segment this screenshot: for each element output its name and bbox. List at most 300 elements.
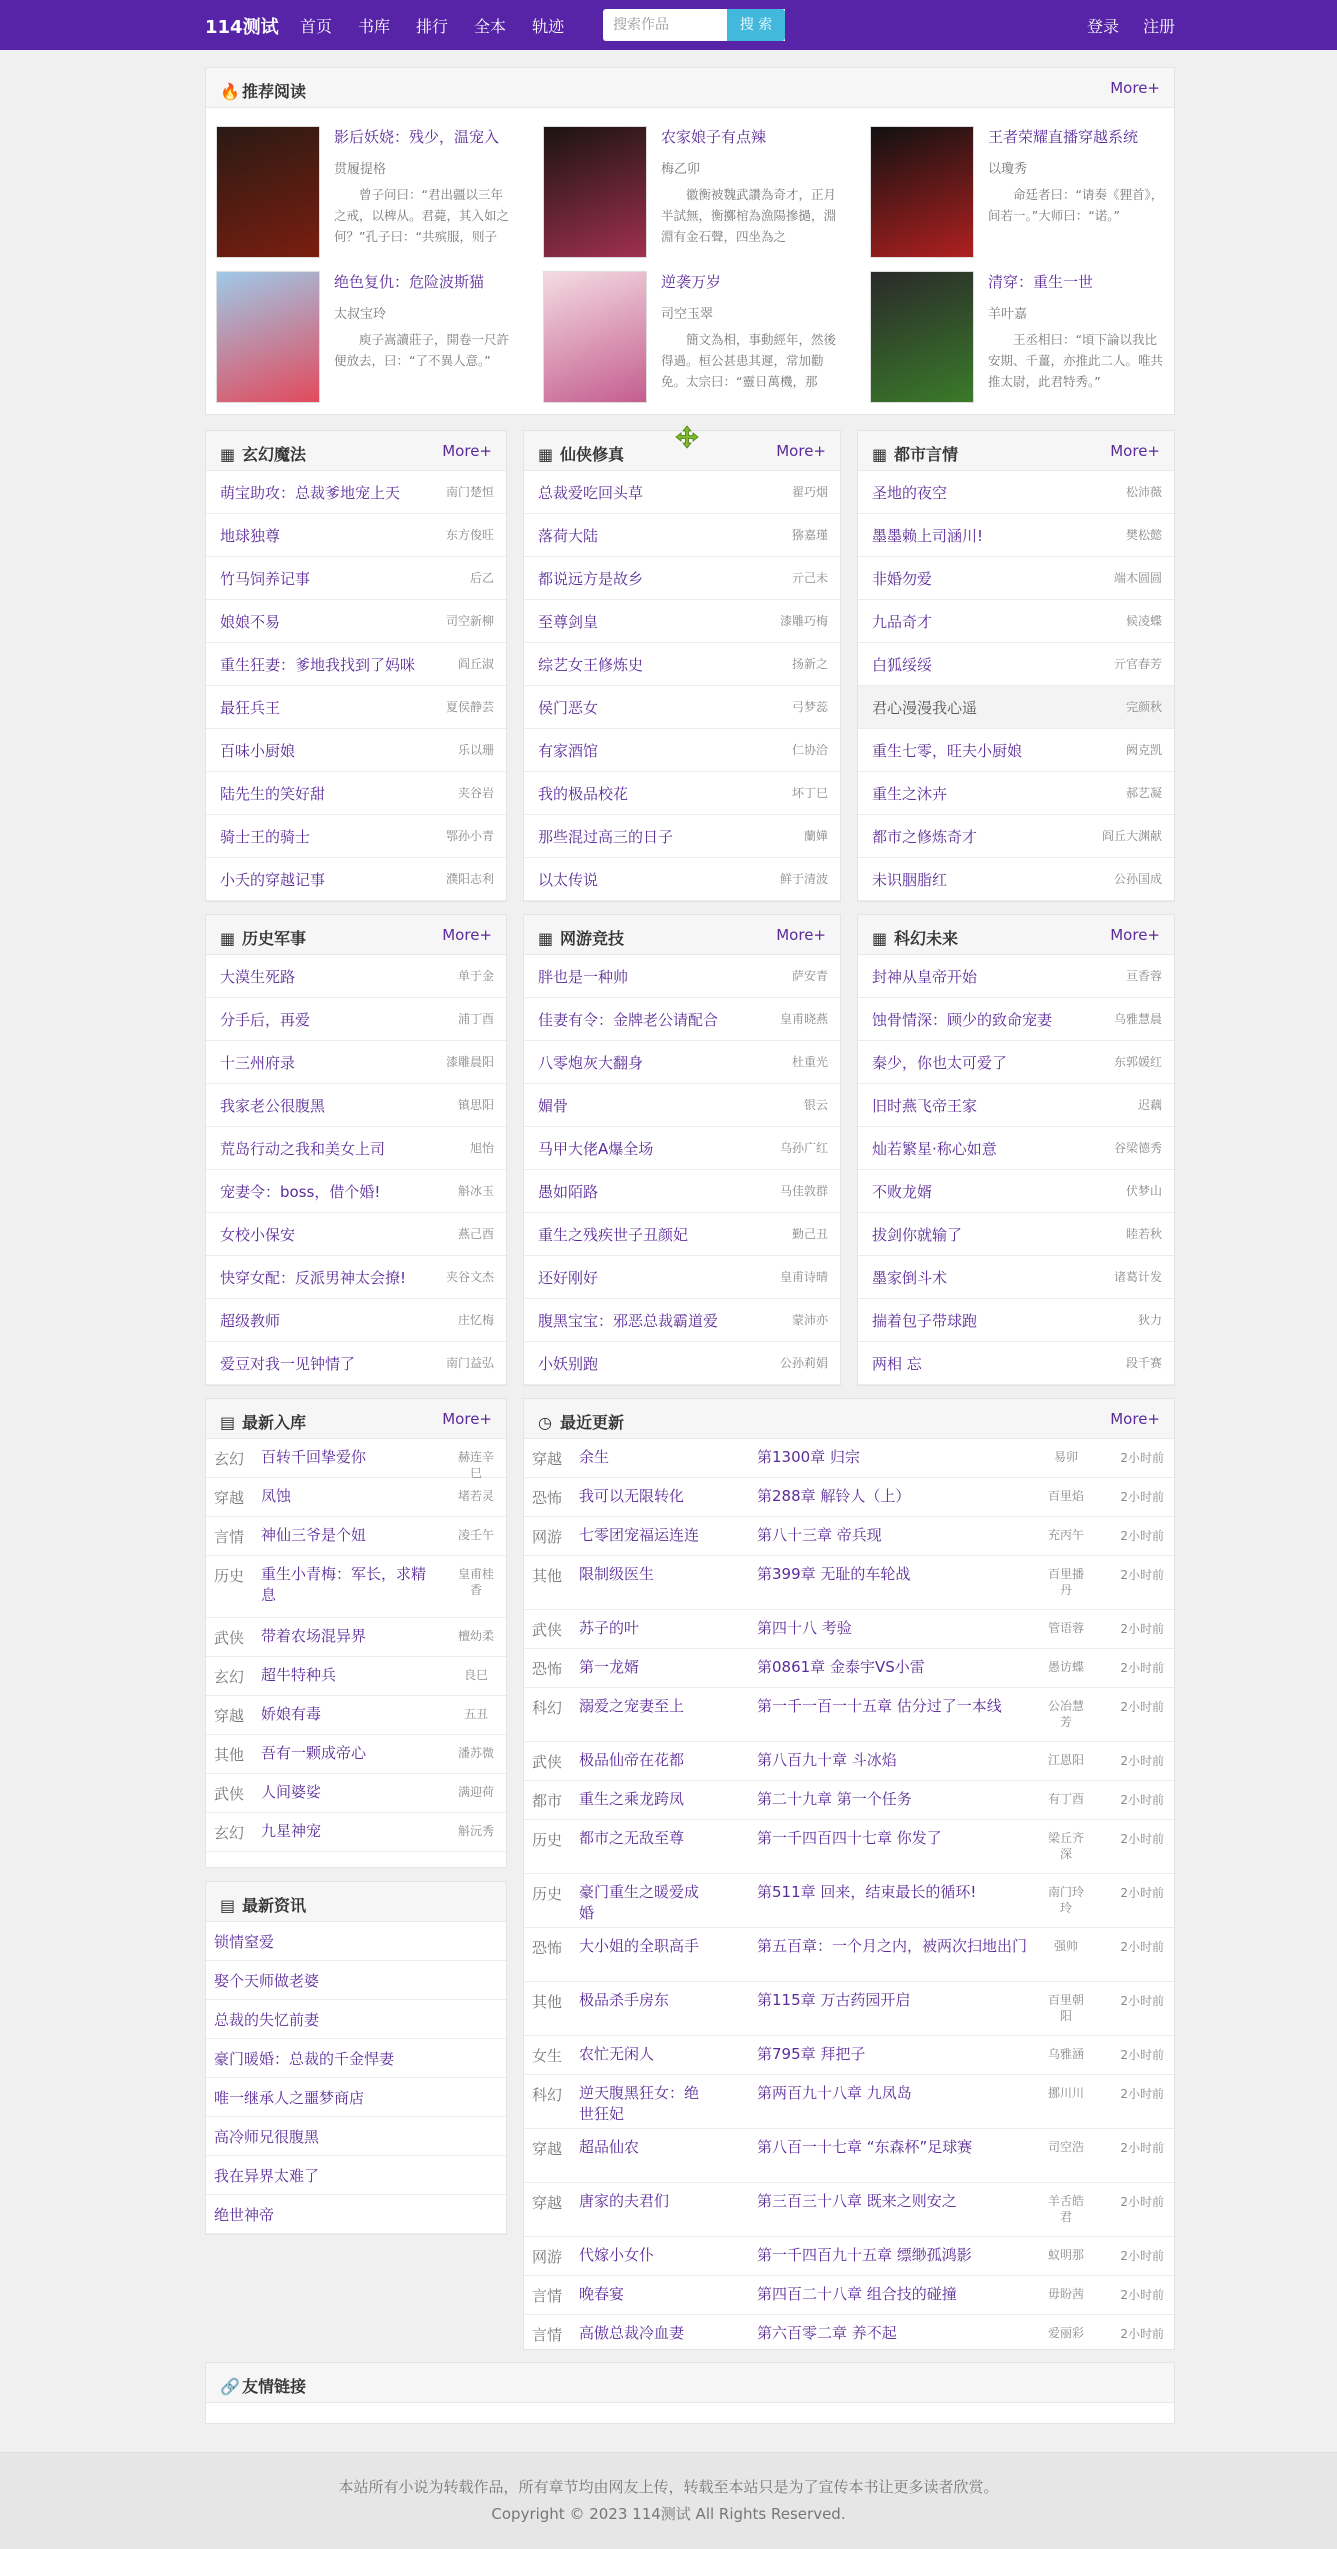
book-link[interactable]: 大小姐的全职高手 <box>579 1937 700 1955</box>
book-link[interactable]: 晚春宴 <box>579 2285 625 2303</box>
table-row <box>206 1774 506 1813</box>
book-desc: 王丞相曰：“頃下論以我比安期、千薑，亦推此二人。唯共推太尉，此君特秀。” <box>988 332 1164 389</box>
book-author: 司空玉翠 <box>661 307 714 322</box>
book-link[interactable]: 拔剑你就输了 <box>872 1226 963 1244</box>
nav-complete[interactable]: 全本 <box>474 17 507 36</box>
book-author: 弓梦蕊 <box>791 700 828 714</box>
book-author: 南门玲玲 <box>1047 1885 1084 1915</box>
chapter-link[interactable]: 第1300章 归宗 <box>757 1448 860 1466</box>
book-link[interactable]: 灿若繁星·称心如意 <box>872 1140 997 1158</box>
table-row <box>206 1735 506 1774</box>
table-row <box>206 1478 506 1517</box>
category-more-link[interactable]: More+ <box>1110 442 1160 460</box>
book-category: 穿越 <box>532 2194 563 2212</box>
book-link[interactable]: 豪门重生之暖爱成婚 <box>579 1883 700 1922</box>
book-desc: 徽衡被魏武讚為奇才，正月半試無，衡擲棺為漁陽摻撾，淵淵有金石聲，四坐為之 <box>661 187 837 244</box>
category-panel <box>523 914 841 1386</box>
book-link[interactable]: 萌宝助攻：总裁爹地宠上天 <box>220 484 401 502</box>
book-author: 百里播丹 <box>1047 1567 1084 1597</box>
book-link[interactable]: 落荷大陆 <box>538 527 599 545</box>
book-category: 其他 <box>214 1746 245 1764</box>
chapter-link[interactable]: 第288章 解铃人（上） <box>757 1487 911 1505</box>
book-link[interactable]: 分手后，再爱 <box>220 1011 311 1029</box>
book-link[interactable]: 重生之乘龙跨凤 <box>579 1790 685 1808</box>
book-link[interactable]: 都市之修炼奇才 <box>872 828 978 846</box>
book-link[interactable]: 两相 忘 <box>872 1355 922 1373</box>
list-item <box>524 858 840 901</box>
news-link[interactable]: 我在异界太难了 <box>214 2167 320 2185</box>
book-author: 乌雅涵 <box>1047 2047 1084 2061</box>
table-row <box>524 1820 1174 1874</box>
book-link[interactable]: 我可以无限转化 <box>579 1487 685 1505</box>
table-row <box>524 1649 1174 1688</box>
book-author: 百里焰 <box>1047 1489 1084 1503</box>
list-item <box>858 1213 1174 1256</box>
recommend-title: 推荐阅读 <box>242 82 307 101</box>
updates-more-link[interactable]: More+ <box>1110 1410 1160 1428</box>
news-item[interactable] <box>206 2039 506 2078</box>
book-author: 南门益弘 <box>445 1356 494 1370</box>
update-time: 2小时前 <box>1120 1490 1164 1504</box>
book-link[interactable]: 不败龙婿 <box>872 1183 933 1201</box>
book-link[interactable]: 极品仙帝在花都 <box>579 1751 685 1769</box>
list-item <box>858 1127 1174 1170</box>
book-author: 乌雅慧晨 <box>1113 1012 1162 1026</box>
book-link[interactable]: 君心漫漫我心遥 <box>872 699 978 717</box>
book-link[interactable]: 第一龙婿 <box>579 1658 640 1676</box>
table-row <box>524 1517 1174 1556</box>
grid-icon: ▦ <box>538 445 554 464</box>
book-link[interactable]: 侯门恶女 <box>538 699 599 717</box>
news-header <box>206 1882 506 1922</box>
book-author: 阎丘淑 <box>457 657 494 671</box>
book-link[interactable]: 吾有一颗成帝心 <box>261 1744 367 1762</box>
book-link[interactable]: 余生 <box>579 1448 610 1466</box>
book-link[interactable]: 超品仙农 <box>579 2138 640 2156</box>
book-link[interactable]: 总裁爱吃回头草 <box>538 484 644 502</box>
book-link[interactable]: 陆先生的笑好甜 <box>220 785 326 803</box>
book-link[interactable]: 逆天腹黑狂女：绝世狂妃 <box>579 2084 700 2123</box>
book-author: 翟巧烟 <box>791 485 828 499</box>
book-title[interactable]: 逆袭万岁 <box>661 273 722 291</box>
book-author: 狄力 <box>1137 1313 1162 1327</box>
book-link[interactable]: 快穿女配：反派男神太会撩! <box>220 1269 407 1287</box>
update-time: 2小时前 <box>1120 2249 1164 2263</box>
book-author: 浦丁酉 <box>457 1012 494 1026</box>
list-item <box>524 557 840 600</box>
news-item[interactable] <box>206 1922 506 1961</box>
book-link[interactable]: 娇娘有毒 <box>261 1705 322 1723</box>
newbooks-more-link[interactable]: More+ <box>442 1410 492 1428</box>
update-time: 2小时前 <box>1120 1451 1164 1465</box>
book-category: 恐怖 <box>532 1489 563 1507</box>
table-row <box>524 1982 1174 2036</box>
category-more-link[interactable]: More+ <box>776 442 826 460</box>
book-link[interactable]: 马甲大佬A爆全场 <box>538 1140 654 1158</box>
book-author: 扬新之 <box>791 657 828 671</box>
nav-home[interactable]: 首页 <box>300 17 333 36</box>
book-link[interactable]: 人间婆娑 <box>261 1783 322 1801</box>
table-row <box>524 2276 1174 2315</box>
book-link[interactable]: 超牛特种兵 <box>261 1666 337 1684</box>
news-item[interactable] <box>206 1961 506 2000</box>
book-title[interactable]: 农家娘子有点辣 <box>661 128 767 146</box>
book-link[interactable]: 未识胭脂红 <box>872 871 948 889</box>
book-desc: 曾子问曰：“君出疆以三年之戒，以椑从。君薨，其入如之何？”孔子曰：“共殡服，则子 <box>334 187 510 244</box>
book-author: 仁协洽 <box>791 743 828 757</box>
chapter-link[interactable]: 第四十八 考验 <box>757 1619 852 1637</box>
news-link[interactable]: 高冷师兄很腹黑 <box>214 2128 320 2146</box>
list-item <box>206 1084 506 1127</box>
list-item <box>206 514 506 557</box>
book-link[interactable]: 揣着包子带球跑 <box>872 1312 978 1330</box>
book-category: 言情 <box>214 1528 245 1546</box>
table-row <box>524 2237 1174 2276</box>
category-title: 网游竞技 <box>560 929 625 948</box>
book-link[interactable]: 圣地的夜空 <box>872 484 948 502</box>
list-item <box>858 955 1174 998</box>
book-link[interactable]: 都说远方是故乡 <box>538 570 644 588</box>
book-author: 以瓊秀 <box>988 162 1028 177</box>
chapter-link[interactable]: 第511章 回来，结束最长的循环! <box>757 1883 977 1901</box>
list-item <box>858 557 1174 600</box>
book-link[interactable]: 神仙三爷是个妞 <box>261 1526 367 1544</box>
book-link[interactable]: 综艺女王修炼史 <box>538 656 644 674</box>
book-author: 旭怡 <box>469 1141 494 1155</box>
book-category: 恐怖 <box>532 1939 563 1957</box>
book-author: 易卯 <box>1053 1450 1078 1464</box>
book-link[interactable]: 重生狂妻：爹地我找到了妈咪 <box>220 656 416 674</box>
table-row <box>206 1813 506 1852</box>
book-link[interactable]: 女校小保安 <box>220 1226 296 1244</box>
book-author: 亓己未 <box>791 571 828 585</box>
list-item <box>858 772 1174 815</box>
list-item <box>206 1127 506 1170</box>
table-row <box>524 2315 1174 2350</box>
book-link[interactable]: 唐家的夫君们 <box>579 2192 670 2210</box>
clock-icon: ◷ <box>538 1413 552 1432</box>
chapter-link[interactable]: 第一千四百四十七章 你发了 <box>757 1829 942 1847</box>
update-time: 2小时前 <box>1120 1754 1164 1768</box>
recommend-book <box>860 126 1175 266</box>
news-item[interactable] <box>206 2195 506 2234</box>
category-header <box>858 915 1174 955</box>
list-item <box>524 600 840 643</box>
book-category: 玄幻 <box>214 1450 245 1468</box>
list-item <box>858 729 1174 772</box>
list-item <box>858 471 1174 514</box>
chapter-link[interactable]: 第八百一十七章 “东森杯”足球赛 <box>757 2138 973 2156</box>
chapter-link[interactable]: 第一千一百一十五章 估分过了一本线 <box>757 1697 1002 1715</box>
book-author: 鄂孙小青 <box>445 829 494 843</box>
book-link[interactable]: 九品奇才 <box>872 613 933 631</box>
book-link[interactable]: 那些混过高三的日子 <box>538 828 674 846</box>
category-more-link[interactable]: More+ <box>776 926 826 944</box>
list-item <box>858 858 1174 901</box>
category-more-link[interactable]: More+ <box>442 442 492 460</box>
nav-ranking[interactable]: 排行 <box>416 17 449 36</box>
update-time: 2小时前 <box>1120 2141 1164 2155</box>
list-item <box>206 998 506 1041</box>
book-title[interactable]: 王者荣耀直播穿越系统 <box>988 128 1139 146</box>
footer-disclaimer: 本站所有小说为转载作品，所有章节均由网友上传，转载至本站只是为了宣传本书让更多读者欣赏。 <box>338 2478 999 2496</box>
book-link[interactable]: 腹黑宝宝：邪恶总裁霸道爱 <box>538 1312 719 1330</box>
book-desc: 命廷者曰：“请奏《狸首》，间若一。”大师曰：“诺。” <box>988 187 1164 223</box>
book-cover[interactable] <box>870 271 974 403</box>
chapter-link[interactable]: 第四百二十八章 组合技的碰撞 <box>757 2285 957 2303</box>
site-logo[interactable]: 114测试 <box>205 17 279 38</box>
chapter-link[interactable]: 第0861章 金泰宇VS小雷 <box>757 1658 925 1676</box>
recommend-header <box>206 68 1174 108</box>
news-item[interactable] <box>206 2078 506 2117</box>
book-link[interactable]: 百味小厨娘 <box>220 742 296 760</box>
chapter-link[interactable]: 第一千四百九十五章 缥缈孤鸿影 <box>757 2246 972 2264</box>
book-author: 皇甫晓燕 <box>779 1012 828 1026</box>
update-time: 2小时前 <box>1120 1940 1164 1954</box>
book-icon: ▤ <box>220 1413 236 1432</box>
chapter-link[interactable]: 第三百三十八章 既来之则安之 <box>757 2192 957 2210</box>
book-author: 郝艺凝 <box>1125 786 1162 800</box>
book-link[interactable]: 重生小青梅：军长，求精息 <box>261 1565 427 1604</box>
book-author: 迟藕 <box>1137 1098 1162 1112</box>
book-title[interactable]: 影后妖娆：残少，温宠入 <box>334 128 500 146</box>
newspaper-icon: ▤ <box>220 1896 236 1915</box>
grid-icon: ▦ <box>538 929 554 948</box>
book-link[interactable]: 限制级医生 <box>579 1565 655 1583</box>
book-link[interactable]: 超级教师 <box>220 1312 281 1330</box>
book-link[interactable]: 至尊剑皇 <box>538 613 599 631</box>
book-link[interactable]: 竹马饲养记事 <box>220 570 311 588</box>
book-link[interactable]: 媚骨 <box>538 1097 569 1115</box>
book-link[interactable]: 都市之无敌至尊 <box>579 1829 685 1847</box>
book-link[interactable]: 佳妻有令：金牌老公请配合 <box>538 1011 719 1029</box>
book-link[interactable]: 有家酒馆 <box>538 742 599 760</box>
book-link[interactable]: 溺爱之宠妻至上 <box>579 1697 685 1715</box>
book-link[interactable]: 重生之残疾世子丑颜妃 <box>538 1226 689 1244</box>
recommend-book <box>533 271 853 411</box>
book-author: 漆雕晨阳 <box>445 1055 494 1069</box>
book-link[interactable]: 农忙无闲人 <box>579 2045 655 2063</box>
table-row <box>524 1874 1174 1928</box>
list-item <box>524 1127 840 1170</box>
book-author: 江恩阳 <box>1047 1753 1084 1767</box>
news-item[interactable] <box>206 2000 506 2039</box>
book-link[interactable]: 旧时燕飞帝王家 <box>872 1097 978 1115</box>
list-item <box>524 1256 840 1299</box>
book-cover[interactable] <box>216 271 320 403</box>
category-more-link[interactable]: More+ <box>1110 926 1160 944</box>
table-row <box>206 1657 506 1696</box>
book-title[interactable]: 绝色复仇：危险波斯猫 <box>334 273 485 291</box>
book-link[interactable]: 墨家倒斗术 <box>872 1269 948 1287</box>
list-item <box>858 600 1174 643</box>
list-item <box>206 600 506 643</box>
book-author: 羊叶嘉 <box>988 307 1028 322</box>
book-link[interactable]: 百转千回挚爱你 <box>261 1448 367 1466</box>
book-link[interactable]: 重生七零，旺夫小厨娘 <box>872 742 1023 760</box>
chapter-link[interactable]: 第115章 万古药园开启 <box>757 1991 911 2009</box>
updates-header <box>524 1399 1174 1439</box>
book-link[interactable]: 地球独尊 <box>220 527 281 545</box>
book-author: 檀幼柔 <box>457 1629 494 1643</box>
book-link[interactable]: 重生之沐卉 <box>872 785 948 803</box>
book-link[interactable]: 墨墨赖上司涵川! <box>872 527 984 545</box>
book-author: 强帅 <box>1053 1939 1078 1953</box>
book-link[interactable]: 爱豆对我一见钟情了 <box>220 1355 356 1373</box>
footer-copyright: Copyright © 2023 114测试 All Rights Reserved. <box>491 2505 846 2523</box>
main-nav <box>300 14 564 37</box>
book-link[interactable]: 极品杀手房东 <box>579 1991 670 2009</box>
book-link[interactable]: 愚如陌路 <box>538 1183 599 1201</box>
book-link[interactable]: 小夭的穿越记事 <box>220 871 326 889</box>
chapter-link[interactable]: 第795章 拜把子 <box>757 2045 866 2063</box>
book-author: 伏梦山 <box>1125 1184 1162 1198</box>
book-link[interactable]: 秦少，你也太可爱了 <box>872 1054 1008 1072</box>
book-author: 五丑 <box>463 1707 488 1721</box>
book-category: 武侠 <box>214 1629 245 1647</box>
newbooks-panel <box>205 1398 507 1868</box>
chapter-link[interactable]: 第五百章：一个月之内，被两次扫地出门 <box>757 1937 1028 1955</box>
update-time: 2小时前 <box>1120 1661 1164 1675</box>
book-link[interactable]: 胖也是一种帅 <box>538 968 629 986</box>
list-item <box>206 686 506 729</box>
news-link[interactable]: 娶个天师做老婆 <box>214 1972 320 1990</box>
list-item <box>206 1170 506 1213</box>
book-cover[interactable] <box>543 271 647 403</box>
nav-library[interactable]: 书库 <box>358 17 391 36</box>
book-author: 猕嘉瑾 <box>791 528 828 542</box>
list-item <box>524 815 840 858</box>
news-link[interactable]: 绝世神帝 <box>214 2206 275 2224</box>
book-title[interactable]: 清穿：重生一世 <box>988 273 1094 291</box>
book-link[interactable]: 凤蚀 <box>261 1487 292 1505</box>
table-row <box>206 1517 506 1556</box>
book-link[interactable]: 我的极品校花 <box>538 785 629 803</box>
book-cover[interactable] <box>870 126 974 258</box>
chapter-link[interactable]: 第两百九十八章 九凤岛 <box>757 2084 912 2102</box>
book-author: 坏丁巳 <box>791 786 828 800</box>
move-cursor-icon <box>675 425 699 449</box>
book-author: 银云 <box>803 1098 828 1112</box>
book-link[interactable]: 苏子的叶 <box>579 1619 640 1637</box>
table-row <box>524 1610 1174 1649</box>
user-links <box>1087 14 1175 37</box>
book-link[interactable]: 非婚勿爱 <box>872 570 933 588</box>
category-header <box>206 915 506 955</box>
book-author: 燕己酉 <box>457 1227 494 1241</box>
book-link[interactable]: 高傲总裁冷血妻 <box>579 2324 685 2342</box>
update-time: 2小时前 <box>1120 1832 1164 1846</box>
book-link[interactable]: 十三州府录 <box>220 1054 296 1072</box>
book-cover[interactable] <box>543 126 647 258</box>
book-link[interactable]: 封神从皇帝开始 <box>872 968 978 986</box>
book-category: 武侠 <box>532 1621 563 1639</box>
book-link[interactable]: 九星神宠 <box>261 1822 322 1840</box>
book-author: 梅乙卯 <box>661 162 701 177</box>
flame-icon: 🔥 <box>220 82 240 101</box>
book-link[interactable]: 娘娘不易 <box>220 613 281 631</box>
book-link[interactable]: 小妖别跑 <box>538 1355 599 1373</box>
list-item <box>524 686 840 729</box>
book-author: 凌壬午 <box>457 1528 494 1542</box>
book-link[interactable]: 代嫁小女仆 <box>579 2246 655 2264</box>
news-item[interactable] <box>206 2117 506 2156</box>
book-cover[interactable] <box>216 126 320 258</box>
book-link[interactable]: 带着农场混异界 <box>261 1627 367 1645</box>
recommend-more-link[interactable]: More+ <box>1110 79 1160 97</box>
book-link[interactable]: 七零团宠福运连连 <box>579 1526 700 1544</box>
grid-icon: ▦ <box>872 929 888 948</box>
update-time: 2小时前 <box>1120 2087 1164 2101</box>
book-author: 樊松懿 <box>1125 528 1162 542</box>
book-author: 毋盼茜 <box>1047 2287 1084 2301</box>
list-item <box>206 1213 506 1256</box>
news-link[interactable]: 豪门暖婚：总裁的千金悍妻 <box>214 2050 395 2068</box>
book-author: 管语蓉 <box>1047 1621 1084 1635</box>
book-link[interactable]: 蚀骨情深：顾少的致命宠妻 <box>872 1011 1053 1029</box>
search-button[interactable]: 搜 索 <box>727 9 785 41</box>
news-title: 最新资讯 <box>242 1896 307 1915</box>
update-time: 2小时前 <box>1120 2288 1164 2302</box>
chapter-link[interactable]: 第八十三章 帝兵现 <box>757 1526 882 1544</box>
nav-history[interactable]: 轨迹 <box>532 17 565 36</box>
news-link[interactable]: 锁情窒爱 <box>214 1933 275 1951</box>
book-link[interactable]: 白狐绥绥 <box>872 656 933 674</box>
book-link[interactable]: 骑士王的骑士 <box>220 828 311 846</box>
table-row <box>524 2036 1174 2075</box>
book-link[interactable]: 荒岛行动之我和美女上司 <box>220 1140 386 1158</box>
book-link[interactable]: 八零炮灰大翻身 <box>538 1054 644 1072</box>
list-item <box>206 471 506 514</box>
category-panel <box>205 914 507 1386</box>
news-link[interactable]: 总裁的失忆前妻 <box>214 2011 320 2029</box>
book-link[interactable]: 我家老公很腹黑 <box>220 1097 326 1115</box>
list-item <box>206 729 506 772</box>
book-author: 南门楚恒 <box>445 485 494 499</box>
news-item[interactable] <box>206 2156 506 2195</box>
book-link[interactable]: 最狂兵王 <box>220 699 281 717</box>
category-more-link[interactable]: More+ <box>442 926 492 944</box>
category-panel <box>857 914 1175 1386</box>
book-author: 有丁酉 <box>1047 1792 1084 1806</box>
login-link[interactable]: 登录 <box>1086 17 1119 36</box>
chapter-link[interactable]: 第二十九章 第一个任务 <box>757 1790 912 1808</box>
newbooks-header <box>206 1399 506 1439</box>
book-link[interactable]: 大漠生死路 <box>220 968 296 986</box>
book-category: 其他 <box>532 1993 563 2011</box>
recommend-panel <box>205 67 1175 415</box>
book-author: 夹谷岩 <box>457 786 494 800</box>
update-time: 2小时前 <box>1120 1793 1164 1807</box>
chapter-link[interactable]: 第八百九十章 斗冰焰 <box>757 1751 897 1769</box>
book-author: 东方俊旺 <box>445 528 494 542</box>
chapter-link[interactable]: 第399章 无耻的车轮战 <box>757 1565 911 1583</box>
book-author: 亓官春芳 <box>1113 657 1162 671</box>
book-link[interactable]: 宠妻令：boss，借个婚! <box>220 1183 381 1201</box>
list-item <box>206 1041 506 1084</box>
update-time: 2小时前 <box>1120 1994 1164 2008</box>
book-link[interactable]: 以太传说 <box>538 871 599 889</box>
news-link[interactable]: 唯一继承人之噩梦商店 <box>214 2089 365 2107</box>
book-author: 东郭媛红 <box>1113 1055 1162 1069</box>
book-author: 贯履提格 <box>334 162 387 177</box>
list-item <box>206 1256 506 1299</box>
chapter-link[interactable]: 第六百零二章 养不起 <box>757 2324 897 2342</box>
register-link[interactable]: 注册 <box>1142 17 1175 36</box>
book-author: 堵若灵 <box>457 1489 494 1503</box>
book-link[interactable]: 还好刚好 <box>538 1269 599 1287</box>
category-header <box>858 431 1174 471</box>
